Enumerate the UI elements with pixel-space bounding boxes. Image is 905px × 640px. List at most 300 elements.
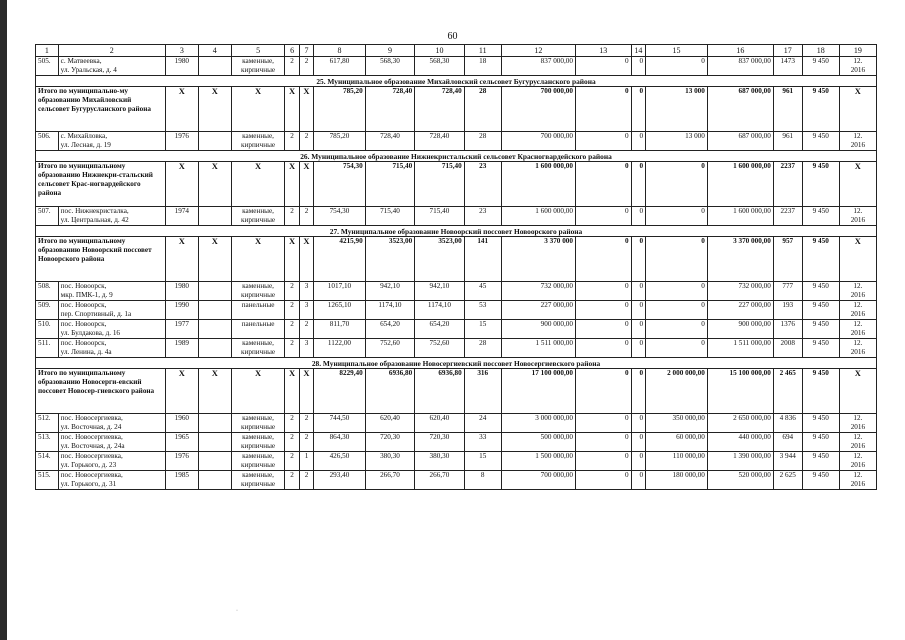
column-number-12: 12 <box>501 45 575 57</box>
address-street: ул. Горького, д. 31 <box>60 480 117 488</box>
subtotal-label: Итого по муниципальному образованию Новоорский поссовет Новоорского района <box>36 237 166 282</box>
construction-year: 1965 <box>165 433 198 452</box>
wall-material-line2: кирпичные <box>241 480 276 488</box>
wall-material-line1: каменные, <box>242 433 274 441</box>
entrances-count: 2 <box>299 57 313 76</box>
row-number: 514. <box>36 452 59 471</box>
row-number: 511. <box>36 339 59 358</box>
construction-year: 1990 <box>165 301 198 320</box>
floors-count: 2 <box>285 414 299 433</box>
residents-count: 28 <box>464 87 501 132</box>
repair-cost-total: 3 000 000,00 <box>501 414 575 433</box>
column-number-14: 14 <box>631 45 645 57</box>
residential-area: 728,40 <box>365 87 414 132</box>
residential-area-owned: 568,30 <box>415 57 464 76</box>
completion-date <box>839 414 876 433</box>
not-applicable-mark: Х <box>839 237 876 282</box>
residents-count: 23 <box>464 207 501 226</box>
column-number-9: 9 <box>365 45 414 57</box>
completion-year: 2016 <box>850 442 866 450</box>
regional-funds: 0 <box>631 320 645 339</box>
residential-area-owned: 715,40 <box>415 162 464 207</box>
section-heading-row <box>36 76 877 87</box>
wall-material-line1: каменные, <box>242 414 274 422</box>
repair-cost-total: 1 600 000,00 <box>501 162 575 207</box>
wall-material <box>231 339 285 358</box>
federal-funds: 0 <box>575 87 631 132</box>
address-settlement: пос. Новоорск, <box>60 320 107 328</box>
completion-date <box>839 339 876 358</box>
building-row <box>36 207 877 226</box>
unit-cost: 2237 <box>773 207 802 226</box>
not-applicable-mark: Х <box>165 369 198 414</box>
completion-year: 2016 <box>850 216 866 224</box>
completion-date <box>839 282 876 301</box>
owner-funds: 227 000,00 <box>707 301 773 320</box>
completion-year: 2016 <box>850 348 866 356</box>
residential-area-owned: 620,40 <box>415 414 464 433</box>
regional-funds: 0 <box>631 87 645 132</box>
residential-area: 728,40 <box>365 132 414 151</box>
repair-cost-total: 1 511 000,00 <box>501 339 575 358</box>
not-applicable-mark: Х <box>299 369 313 414</box>
wall-material <box>231 471 285 490</box>
residents-count: 141 <box>464 237 501 282</box>
owner-funds: 687 000,00 <box>707 87 773 132</box>
residential-area-owned: 654,20 <box>415 320 464 339</box>
column-number-2: 2 <box>58 45 165 57</box>
column-number-10: 10 <box>415 45 464 57</box>
federal-funds: 0 <box>575 414 631 433</box>
total-area: 754,30 <box>314 207 366 226</box>
construction-year: 1980 <box>165 57 198 76</box>
residential-area: 720,30 <box>365 433 414 452</box>
residential-area-owned: 266,70 <box>415 471 464 490</box>
unit-cost: 4 836 <box>773 414 802 433</box>
floors-count: 2 <box>285 433 299 452</box>
wall-material-line1: каменные, <box>242 282 274 290</box>
address-street: ул. Уральская, д. 4 <box>60 66 117 74</box>
subtotal-label: Итого по муниципальному образованию Новосерги-евский поссовет Новосер-гиевского района <box>36 369 166 414</box>
residential-area: 266,70 <box>365 471 414 490</box>
building-row <box>36 132 877 151</box>
residential-area-owned: 942,10 <box>415 282 464 301</box>
not-applicable-mark: Х <box>198 369 231 414</box>
entrances-count: 2 <box>299 207 313 226</box>
total-area: 811,70 <box>314 320 366 339</box>
total-area: 785,20 <box>314 87 366 132</box>
entrances-count: 3 <box>299 301 313 320</box>
commissioning-year <box>198 452 231 471</box>
subtotal-label: Итого по муниципально-му образованию Михайловский сельсовет Бугурусланского района <box>36 87 166 132</box>
total-area: 744,50 <box>314 414 366 433</box>
wall-material-line1: панельные <box>241 320 275 328</box>
floors-count: 2 <box>285 339 299 358</box>
residential-area-owned: 380,30 <box>415 452 464 471</box>
residential-area: 620,40 <box>365 414 414 433</box>
residents-count: 15 <box>464 320 501 339</box>
building-row <box>36 433 877 452</box>
repair-cost-total: 700 000,00 <box>501 471 575 490</box>
residential-area: 942,10 <box>365 282 414 301</box>
construction-year: 1976 <box>165 452 198 471</box>
column-number-4: 4 <box>198 45 231 57</box>
entrances-count: 2 <box>299 414 313 433</box>
unit-cost: 694 <box>773 433 802 452</box>
total-area: 617,80 <box>314 57 366 76</box>
regional-funds: 0 <box>631 162 645 207</box>
address-street: мкр. ПМК-1, д. 9 <box>60 291 113 299</box>
commissioning-year <box>198 282 231 301</box>
floors-count: 2 <box>285 207 299 226</box>
federal-funds: 0 <box>575 57 631 76</box>
residents-count: 33 <box>464 433 501 452</box>
address-street: ул. Центральная, д. 42 <box>60 216 129 224</box>
not-applicable-mark: Х <box>839 162 876 207</box>
repair-cost-total: 732 000,00 <box>501 282 575 301</box>
column-number-3: 3 <box>165 45 198 57</box>
owner-funds: 520 000,00 <box>707 471 773 490</box>
column-number-7: 7 <box>299 45 313 57</box>
floors-count: 2 <box>285 452 299 471</box>
residents-count: 45 <box>464 282 501 301</box>
residential-area: 568,30 <box>365 57 414 76</box>
building-row <box>36 320 877 339</box>
construction-year: 1985 <box>165 471 198 490</box>
wall-material <box>231 452 285 471</box>
building-address <box>58 320 165 339</box>
unit-cost: 2237 <box>773 162 802 207</box>
repair-cost-total: 500 000,00 <box>501 433 575 452</box>
wall-material <box>231 301 285 320</box>
federal-funds: 0 <box>575 301 631 320</box>
commissioning-year <box>198 301 231 320</box>
max-unit-cost: 9 450 <box>802 282 839 301</box>
total-area: 426,50 <box>314 452 366 471</box>
page-number: 60 <box>447 31 458 42</box>
local-funds: 0 <box>646 339 708 358</box>
local-funds: 13 000 <box>646 132 708 151</box>
total-area: 1017,10 <box>314 282 366 301</box>
federal-funds: 0 <box>575 237 631 282</box>
address-street: ул. Булдакова, д. 16 <box>60 329 121 337</box>
total-area: 754,30 <box>314 162 366 207</box>
owner-funds: 3 370 000,00 <box>707 237 773 282</box>
completion-year: 2016 <box>850 329 866 337</box>
construction-year: 1976 <box>165 132 198 151</box>
commissioning-year <box>198 471 231 490</box>
row-number: 515. <box>36 471 59 490</box>
federal-funds: 0 <box>575 433 631 452</box>
residents-count: 8 <box>464 471 501 490</box>
local-funds: 0 <box>646 162 708 207</box>
address-settlement: пос. Новосергиевка, <box>60 433 123 441</box>
building-address <box>58 57 165 76</box>
completion-year: 2016 <box>850 141 866 149</box>
address-street: пер. Спортивный, д. 1а <box>60 310 132 318</box>
building-address <box>58 339 165 358</box>
completion-date <box>839 207 876 226</box>
local-funds: 0 <box>646 301 708 320</box>
max-unit-cost: 9 450 <box>802 301 839 320</box>
scan-edge-shadow <box>0 0 7 640</box>
completion-year: 2016 <box>850 461 866 469</box>
unit-cost: 961 <box>773 132 802 151</box>
max-unit-cost: 9 450 <box>802 57 839 76</box>
column-number-11: 11 <box>464 45 501 57</box>
wall-material <box>231 132 285 151</box>
residents-count: 15 <box>464 452 501 471</box>
completion-month: 12. <box>853 320 863 328</box>
row-number: 508. <box>36 282 59 301</box>
address-settlement: пос. Нижнекристалка, <box>60 207 129 215</box>
residents-count: 316 <box>464 369 501 414</box>
unit-cost: 193 <box>773 301 802 320</box>
column-number-8: 8 <box>314 45 366 57</box>
building-address <box>58 207 165 226</box>
column-number-16: 16 <box>707 45 773 57</box>
regional-funds: 0 <box>631 301 645 320</box>
completion-date <box>839 57 876 76</box>
floors-count: 2 <box>285 320 299 339</box>
wall-material-line1: каменные, <box>242 57 274 65</box>
wall-material-line2: кирпичные <box>241 442 276 450</box>
row-number: 506. <box>36 132 59 151</box>
local-funds: 0 <box>646 207 708 226</box>
residents-count: 24 <box>464 414 501 433</box>
address-settlement: пос. Новоорск, <box>60 339 107 347</box>
total-area: 864,30 <box>314 433 366 452</box>
not-applicable-mark: Х <box>198 87 231 132</box>
not-applicable-mark: Х <box>231 369 285 414</box>
local-funds: 110 000,00 <box>646 452 708 471</box>
wall-material-line1: каменные, <box>242 132 274 140</box>
building-row <box>36 471 877 490</box>
not-applicable-mark: Х <box>231 237 285 282</box>
completion-month: 12. <box>853 339 863 347</box>
address-settlement: пос. Новоорск, <box>60 282 107 290</box>
repair-cost-total: 900 000,00 <box>501 320 575 339</box>
address-street: ул. Лесная, д. 19 <box>60 141 111 149</box>
address-street: ул. Горького, д. 23 <box>60 461 117 469</box>
commissioning-year <box>198 320 231 339</box>
local-funds: 60 000,00 <box>646 433 708 452</box>
completion-month: 12. <box>853 282 863 290</box>
max-unit-cost: 9 450 <box>802 452 839 471</box>
residents-count: 28 <box>464 132 501 151</box>
owner-funds: 2 650 000,00 <box>707 414 773 433</box>
regional-funds: 0 <box>631 471 645 490</box>
address-settlement: с. Матвеевка, <box>60 57 102 65</box>
floors-count: 2 <box>285 301 299 320</box>
residential-area-owned: 752,60 <box>415 339 464 358</box>
column-number-19: 19 <box>839 45 876 57</box>
row-number: 510. <box>36 320 59 339</box>
unit-cost: 1473 <box>773 57 802 76</box>
commissioning-year <box>198 132 231 151</box>
construction-year: 1974 <box>165 207 198 226</box>
wall-material-line1: каменные, <box>242 339 274 347</box>
total-area: 1122,00 <box>314 339 366 358</box>
regional-funds: 0 <box>631 207 645 226</box>
repair-cost-total: 1 600 000,00 <box>501 207 575 226</box>
not-applicable-mark: Х <box>198 237 231 282</box>
completion-date <box>839 471 876 490</box>
owner-funds: 1 390 000,00 <box>707 452 773 471</box>
not-applicable-mark: Х <box>839 369 876 414</box>
local-funds: 0 <box>646 320 708 339</box>
total-area: 785,20 <box>314 132 366 151</box>
not-applicable-mark: Х <box>285 369 299 414</box>
federal-funds: 0 <box>575 369 631 414</box>
floors-count: 2 <box>285 282 299 301</box>
not-applicable-mark: Х <box>839 87 876 132</box>
housing-table <box>35 44 877 490</box>
completion-month: 12. <box>853 471 863 479</box>
construction-year: 1977 <box>165 320 198 339</box>
unit-cost: 1376 <box>773 320 802 339</box>
row-number: 509. <box>36 301 59 320</box>
entrances-count: 2 <box>299 471 313 490</box>
total-area: 1265,10 <box>314 301 366 320</box>
wall-material-line1: панельные <box>241 301 275 309</box>
building-row <box>36 57 877 76</box>
column-number-6: 6 <box>285 45 299 57</box>
completion-month: 12. <box>853 207 863 215</box>
owner-funds: 1 600 000,00 <box>707 162 773 207</box>
completion-date <box>839 132 876 151</box>
section-title: 28. Муниципальное образование Новосергиевский поссовет Новосергиевского района <box>36 358 877 369</box>
commissioning-year <box>198 339 231 358</box>
not-applicable-mark: Х <box>165 87 198 132</box>
residents-count: 53 <box>464 301 501 320</box>
max-unit-cost: 9 450 <box>802 369 839 414</box>
residential-area: 752,60 <box>365 339 414 358</box>
owner-funds: 440 000,00 <box>707 433 773 452</box>
construction-year: 1989 <box>165 339 198 358</box>
address-settlement: пос. Новосергиевка, <box>60 452 123 460</box>
address-street: ул. Ленина, д. 4а <box>60 348 112 356</box>
not-applicable-mark: Х <box>231 87 285 132</box>
owner-funds: 1 511 000,00 <box>707 339 773 358</box>
wall-material <box>231 414 285 433</box>
completion-month: 12. <box>853 57 863 65</box>
federal-funds: 0 <box>575 452 631 471</box>
building-address <box>58 132 165 151</box>
regional-funds: 0 <box>631 452 645 471</box>
local-funds: 350 000,00 <box>646 414 708 433</box>
not-applicable-mark: Х <box>285 237 299 282</box>
owner-funds: 1 600 000,00 <box>707 207 773 226</box>
completion-date <box>839 301 876 320</box>
floors-count: 2 <box>285 471 299 490</box>
entrances-count: 2 <box>299 132 313 151</box>
not-applicable-mark: Х <box>198 162 231 207</box>
unit-cost: 2 465 <box>773 369 802 414</box>
max-unit-cost: 9 450 <box>802 433 839 452</box>
entrances-count: 2 <box>299 433 313 452</box>
address-settlement: с. Михайловка, <box>60 132 108 140</box>
repair-cost-total: 1 500 000,00 <box>501 452 575 471</box>
completion-date <box>839 320 876 339</box>
completion-year: 2016 <box>850 423 866 431</box>
wall-material-line2: кирпичные <box>241 348 276 356</box>
regional-funds: 0 <box>631 237 645 282</box>
completion-month: 12. <box>853 433 863 441</box>
max-unit-cost: 9 450 <box>802 471 839 490</box>
subtotal-label: Итого по муниципальному образованию Нижнекри-стальский сельсовет Крас-ногвардейского района <box>36 162 166 207</box>
max-unit-cost: 9 450 <box>802 162 839 207</box>
max-unit-cost: 9 450 <box>802 339 839 358</box>
completion-date <box>839 433 876 452</box>
owner-funds: 732 000,00 <box>707 282 773 301</box>
local-funds: 0 <box>646 57 708 76</box>
max-unit-cost: 9 450 <box>802 237 839 282</box>
entrances-count: 2 <box>299 320 313 339</box>
subtotal-row <box>36 87 877 132</box>
building-row <box>36 339 877 358</box>
not-applicable-mark: Х <box>299 87 313 132</box>
repair-cost-total: 700 000,00 <box>501 132 575 151</box>
completion-date <box>839 452 876 471</box>
local-funds: 2 000 000,00 <box>646 369 708 414</box>
wall-material-line2: кирпичные <box>241 216 276 224</box>
residents-count: 23 <box>464 162 501 207</box>
wall-material-line1: каменные, <box>242 452 274 460</box>
building-address <box>58 301 165 320</box>
not-applicable-mark: Х <box>231 162 285 207</box>
column-number-5: 5 <box>231 45 285 57</box>
building-address <box>58 433 165 452</box>
building-address <box>58 282 165 301</box>
row-number: 507. <box>36 207 59 226</box>
building-address <box>58 414 165 433</box>
local-funds: 0 <box>646 282 708 301</box>
row-number: 513. <box>36 433 59 452</box>
repair-cost-total: 700 000,00 <box>501 87 575 132</box>
residential-area: 715,40 <box>365 207 414 226</box>
federal-funds: 0 <box>575 339 631 358</box>
residential-area-owned: 715,40 <box>415 207 464 226</box>
residents-count: 28 <box>464 339 501 358</box>
federal-funds: 0 <box>575 320 631 339</box>
not-applicable-mark: Х <box>285 162 299 207</box>
max-unit-cost: 9 450 <box>802 414 839 433</box>
not-applicable-mark: Х <box>165 162 198 207</box>
wall-material <box>231 57 285 76</box>
entrances-count: 3 <box>299 339 313 358</box>
residential-area: 1174,10 <box>365 301 414 320</box>
wall-material-line2: кирпичные <box>241 66 276 74</box>
owner-funds: 687 000,00 <box>707 132 773 151</box>
address-settlement: пос. Новосергиевка, <box>60 414 123 422</box>
residential-area: 715,40 <box>365 162 414 207</box>
construction-year: 1980 <box>165 282 198 301</box>
residential-area-owned: 6936,80 <box>415 369 464 414</box>
unit-cost: 2 625 <box>773 471 802 490</box>
not-applicable-mark: Х <box>299 237 313 282</box>
floors-count: 2 <box>285 57 299 76</box>
section-heading-row <box>36 226 877 237</box>
regional-funds: 0 <box>631 414 645 433</box>
section-title: 26. Муниципальное образование Нижнекристальский сельсовет Красногвардейского района <box>36 151 877 162</box>
repair-cost-total: 17 100 000,00 <box>501 369 575 414</box>
address-street: ул. Восточная, д. 24а <box>60 442 125 450</box>
completion-year: 2016 <box>850 291 866 299</box>
not-applicable-mark: Х <box>285 87 299 132</box>
owner-funds: 837 000,00 <box>707 57 773 76</box>
local-funds: 180 000,00 <box>646 471 708 490</box>
